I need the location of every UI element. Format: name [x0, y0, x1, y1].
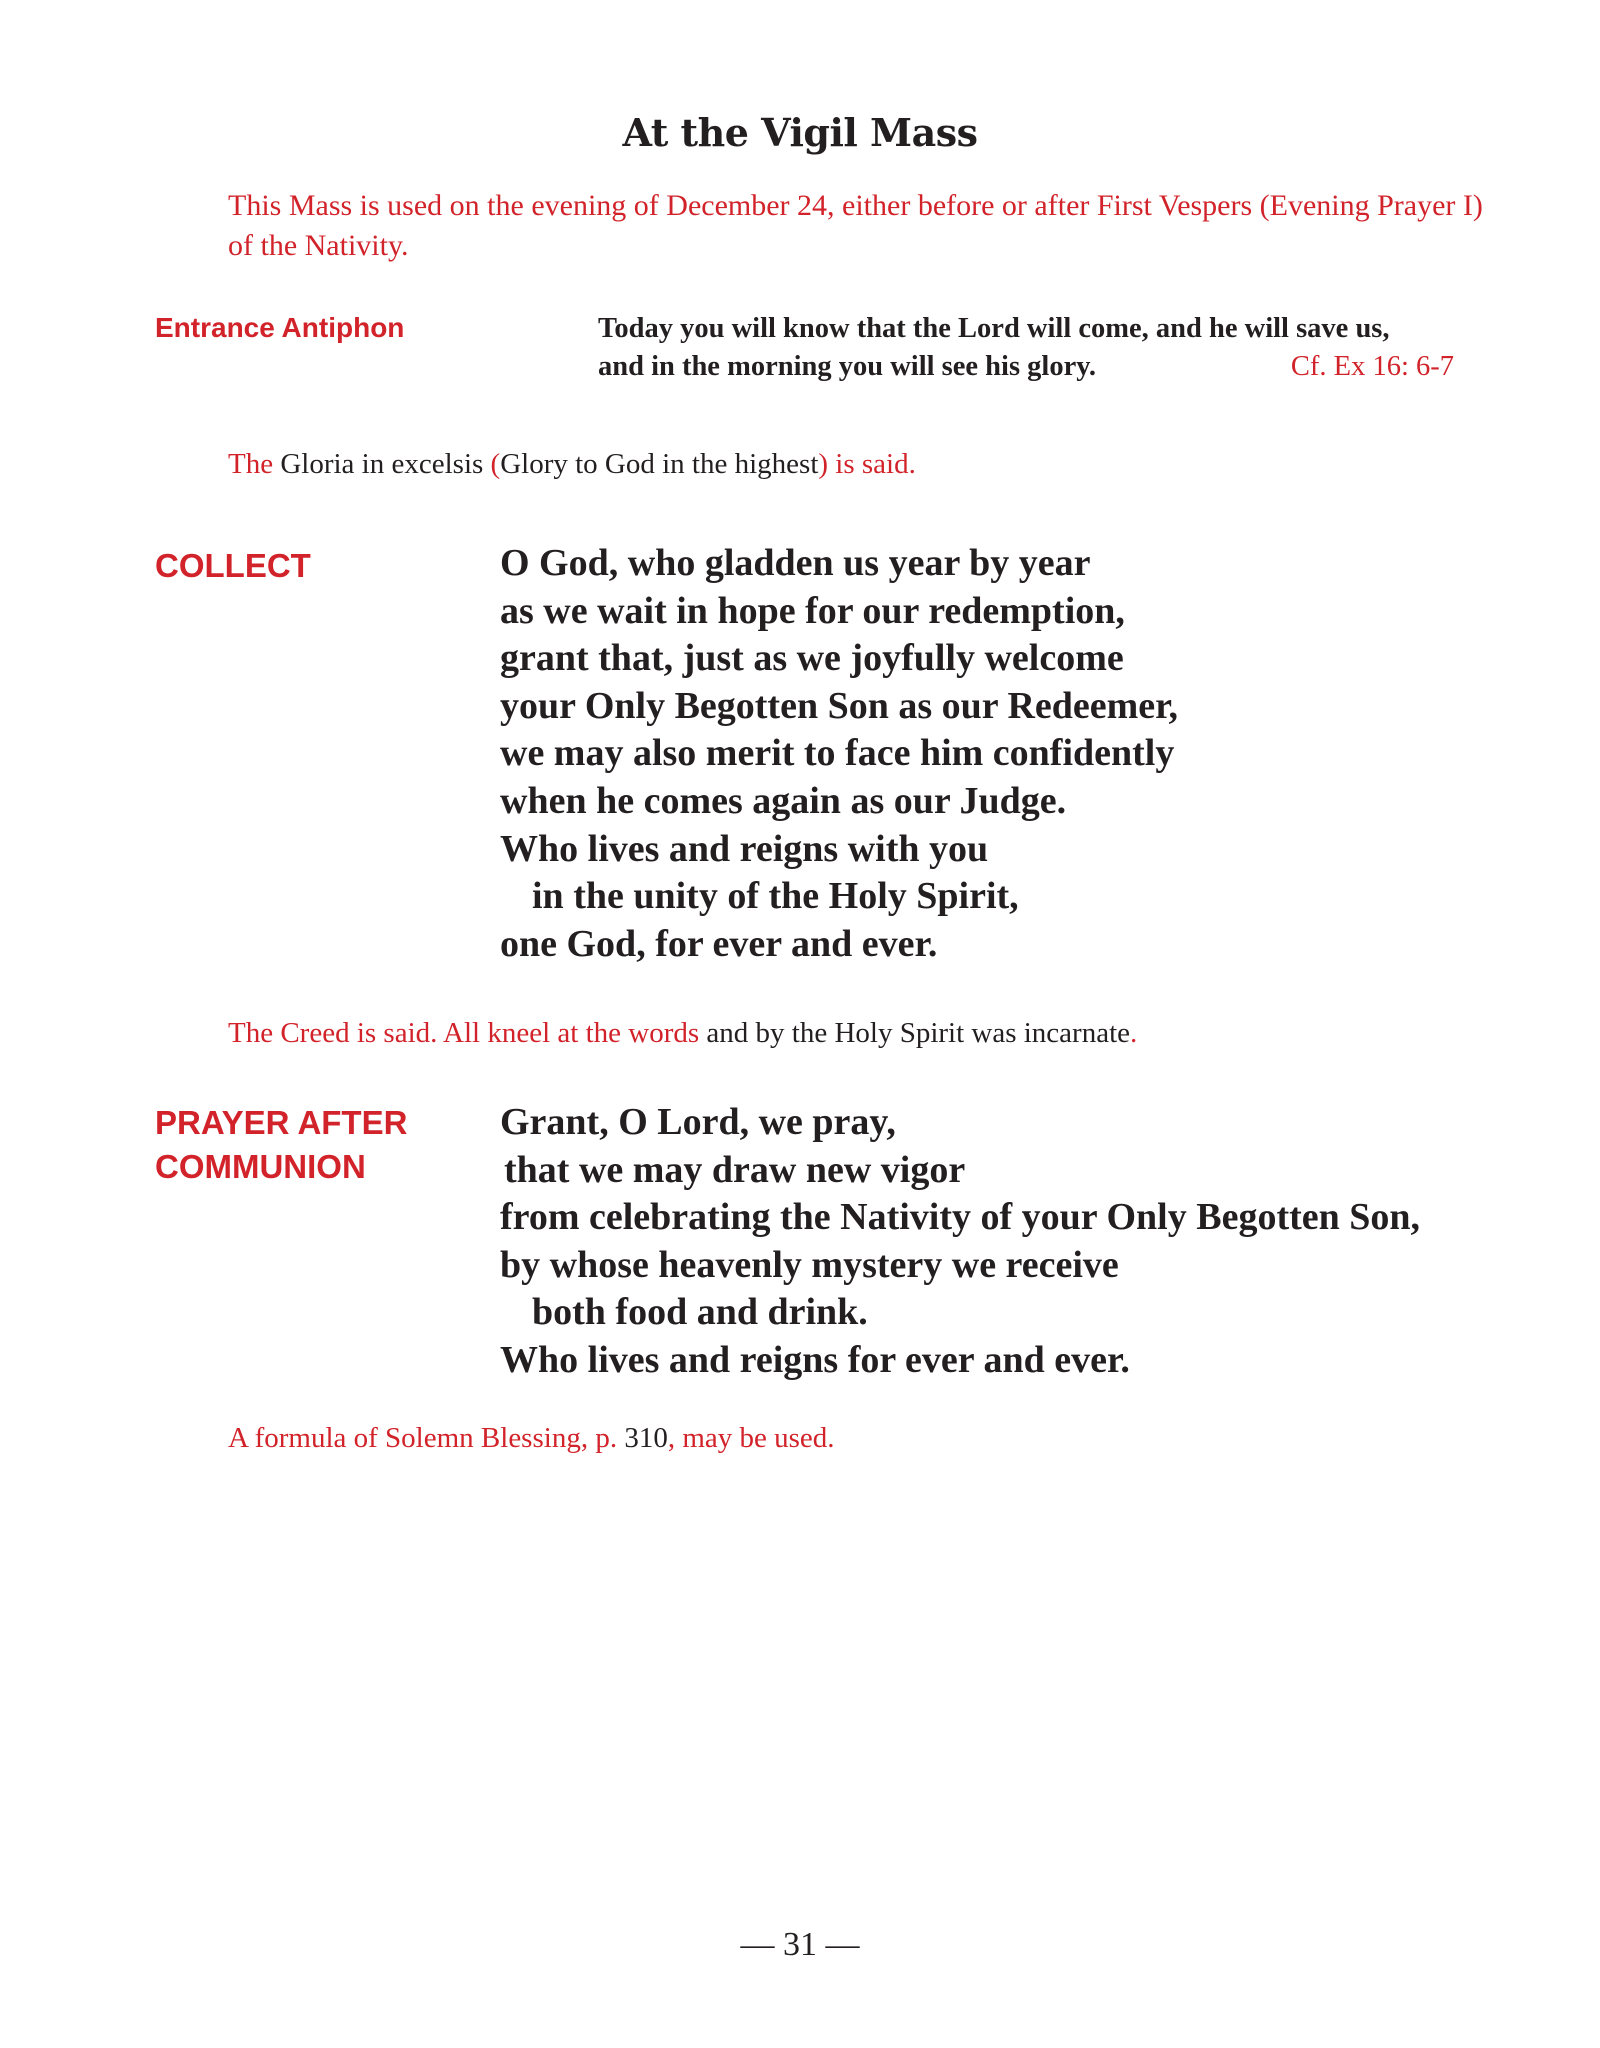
collect-line: Who lives and reigns with you — [500, 827, 989, 870]
gloria-rubric-part: The — [228, 448, 281, 480]
collect-line: as we wait in hope for our redemption, — [500, 589, 1125, 632]
prayer-after-communion-label — [155, 1101, 407, 1189]
collect-label: COLLECT — [155, 547, 311, 584]
communion-line: that we may draw new vigor — [504, 1148, 966, 1191]
gloria-rubric — [228, 444, 916, 484]
page-number: — 31 — — [740, 1926, 860, 1963]
collect-line: O God, who gladden us year by year — [500, 542, 1091, 584]
page-title: At the Vigil Mass — [622, 110, 978, 155]
gloria-rubric-part: ) is said. — [818, 448, 916, 480]
prayer-after-communion-label-line: PRAYER AFTER — [155, 1104, 408, 1141]
collect-line: grant that, just as we joyfully welcome — [500, 637, 1124, 680]
blessing-rubric-part: A formula of Solemn Blessing, p. — [228, 1422, 625, 1454]
communion-line: Grant, O Lord, we pray, — [500, 1101, 896, 1143]
creed-rubric-part: The Creed is said. All kneel at the words — [228, 1017, 707, 1049]
blessing-rubric — [228, 1418, 835, 1458]
blessing-page-ref: 310 — [624, 1422, 668, 1454]
collect-line: when he comes again as our Judge. — [500, 779, 1067, 822]
entrance-antiphon-text — [598, 310, 1454, 386]
blessing-rubric-part: , may be used. — [667, 1422, 835, 1454]
communion-line: from celebrating the Nativity of your Only Begotten Son, — [500, 1196, 1421, 1239]
entrance-antiphon-label: Entrance Antiphon — [155, 312, 405, 343]
collect-line: your Only Begotten Son as our Redeemer, — [500, 684, 1179, 727]
creed-rubric-words: and by the Holy Spirit was incarnate — [706, 1017, 1131, 1049]
antiphon-line-2-text: and in the morning you will see his glory. — [598, 351, 1097, 382]
antiphon-line-2 — [598, 348, 1454, 386]
gloria-rubric-part: ( — [490, 448, 501, 480]
gloria-rubric-title: Gloria in excelsis — [280, 448, 491, 480]
prayer-after-communion-label-line: COMMUNION — [155, 1148, 366, 1185]
creed-rubric — [228, 1013, 1137, 1053]
antiphon-line-1: Today you will know that the Lord will come, and he will save us, — [598, 313, 1390, 344]
gloria-rubric-translation: Glory to God in the highest — [500, 448, 819, 480]
communion-line: Who lives and reigns for ever and ever. — [500, 1338, 1130, 1381]
antiphon-reference: Cf. Ex 16: 6-7 — [1290, 351, 1454, 382]
collect-prayer — [500, 540, 1178, 968]
prayer-after-communion — [500, 1099, 1420, 1385]
collect-line: we may also merit to face him confidently — [500, 732, 1175, 775]
communion-line: by whose heavenly mystery we receive — [500, 1243, 1119, 1286]
collect-line: one God, for ever and ever. — [500, 922, 938, 965]
collect-line: in the unity of the Holy Spirit, — [532, 875, 1019, 918]
creed-rubric-part: . — [1130, 1017, 1138, 1049]
intro-rubric: This Mass is used on the evening of December 24, either before or after First Vespers (Evening Prayer I) of the Nativity. — [228, 189, 1483, 262]
communion-line: both food and drink. — [532, 1291, 868, 1334]
